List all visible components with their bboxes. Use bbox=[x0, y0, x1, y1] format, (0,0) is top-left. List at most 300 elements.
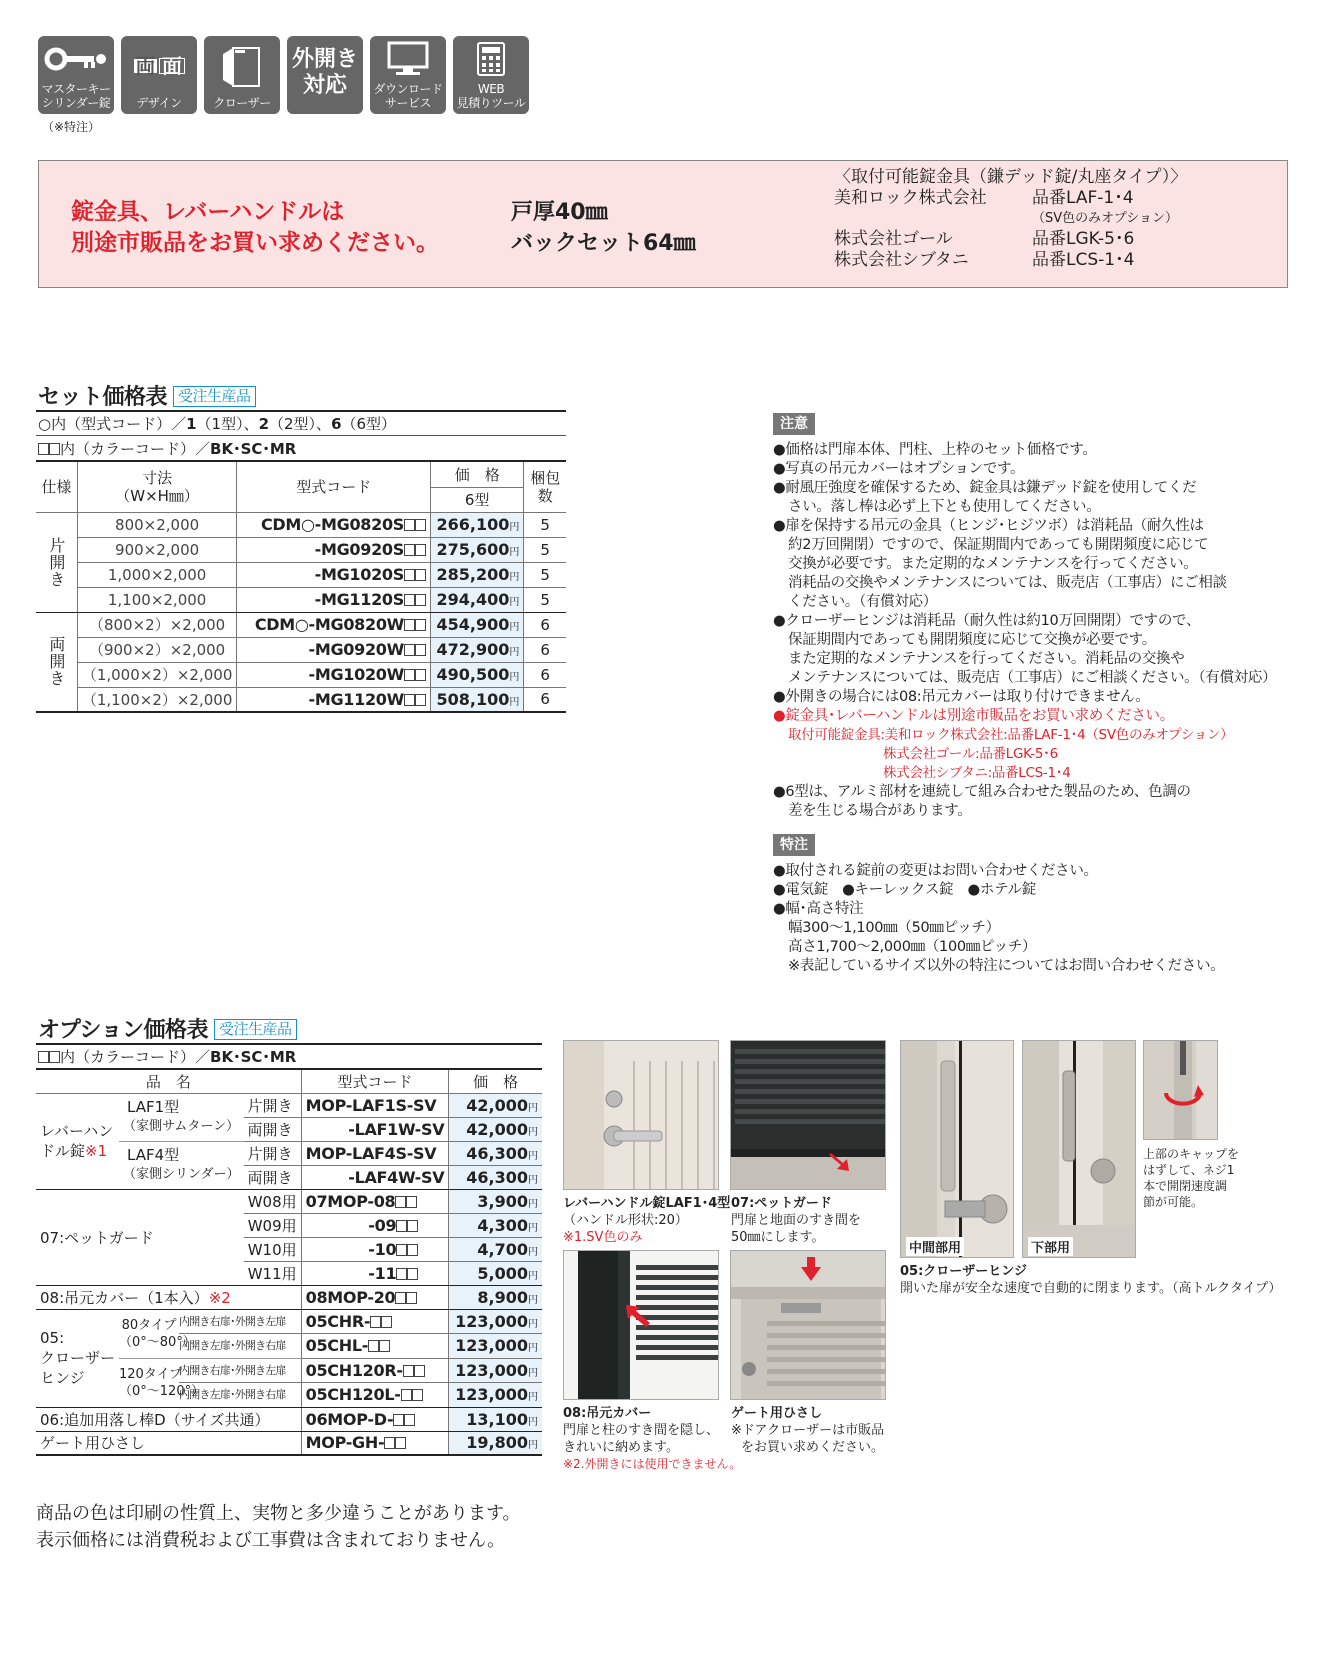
type-code-line bbox=[38, 413, 396, 434]
company: 美和ロック株式会社 bbox=[834, 188, 987, 208]
special-order-tag: 特注 bbox=[773, 834, 815, 856]
pack-cell: 6 bbox=[524, 662, 566, 687]
code-cell bbox=[237, 587, 431, 612]
text: レバーハンドル錠LAF1･4型 bbox=[563, 1196, 731, 1211]
price-cell bbox=[449, 1358, 542, 1383]
text: 両開き bbox=[46, 636, 66, 688]
text: -MG1020S bbox=[314, 565, 404, 584]
header-pack bbox=[524, 462, 566, 512]
table-header bbox=[36, 1069, 542, 1093]
price-cell bbox=[449, 1261, 542, 1285]
backset: バックセット64㎜ bbox=[511, 231, 696, 256]
text: CDM○-MG0820S bbox=[260, 515, 404, 534]
lock-notice-line: 別途市販品をお買い求めください。 bbox=[71, 230, 439, 256]
text: 3,900 bbox=[477, 1191, 528, 1211]
pet-guard-photo bbox=[730, 1040, 886, 1190]
pet-group: 07:ペットガード bbox=[36, 1189, 244, 1285]
note-line: ●写真の吊元カバーはオプションです。 bbox=[773, 461, 1025, 477]
text: （6型） bbox=[341, 415, 397, 433]
option-price-title-text: オプション価格表 bbox=[38, 1018, 209, 1043]
text: 08:吊元カバー（1本入） bbox=[40, 1288, 209, 1307]
text: 07:ペットガード bbox=[731, 1196, 832, 1211]
text: 508,100 bbox=[436, 689, 510, 709]
text: 円 bbox=[528, 1318, 538, 1330]
table-row bbox=[36, 1189, 542, 1213]
text: きれいに納めます。 bbox=[563, 1440, 679, 1455]
size-cell: 800×2,000 bbox=[77, 512, 237, 537]
text: 門扉と柱のすき間を隠し、 bbox=[563, 1423, 720, 1438]
note-line: 株式会社シブタニ:品番LCS-1･4 bbox=[883, 765, 1071, 781]
icon-note: （※特注） bbox=[42, 120, 101, 134]
text: 円 bbox=[528, 1270, 538, 1282]
gate-canopy-caption bbox=[731, 1405, 884, 1456]
company: 株式会社シブタニ bbox=[834, 250, 969, 270]
price-cell bbox=[431, 662, 524, 687]
option-price-title bbox=[38, 1013, 297, 1044]
price-cell bbox=[449, 1117, 542, 1141]
code-cell bbox=[301, 1285, 449, 1309]
text: 5,000 bbox=[477, 1263, 528, 1283]
text: -MG1120W bbox=[308, 689, 404, 709]
text: 490,500 bbox=[436, 665, 510, 684]
text: -MG0920W bbox=[308, 640, 404, 659]
text: 42,000 bbox=[466, 1119, 528, 1139]
option-price-table bbox=[36, 1068, 542, 1456]
pack-cell: 5 bbox=[524, 512, 566, 537]
code-cell bbox=[237, 687, 431, 712]
text: 46,300 bbox=[466, 1143, 528, 1163]
price-cell bbox=[431, 637, 524, 662]
compatible-lock-row bbox=[834, 250, 1187, 271]
text: 454,900 bbox=[436, 615, 510, 634]
code-cell bbox=[301, 1261, 449, 1285]
size-cell: W10用 bbox=[244, 1237, 302, 1261]
table-row bbox=[36, 637, 566, 662]
text: 円 bbox=[528, 1174, 538, 1186]
lock-notice-banner bbox=[38, 160, 1288, 288]
note-line: ●電気錠 ●キーレックス錠 ●ホテル錠 bbox=[773, 882, 1036, 898]
text: 円 bbox=[528, 1294, 538, 1306]
closer-80 bbox=[119, 1309, 301, 1358]
note-line: ●耐風圧強度を確保するため、錠金具は鎌デッド錠を使用してくだ bbox=[773, 480, 1197, 496]
laf1-name bbox=[119, 1093, 243, 1141]
code-cell: MOP-LAF1S-SV bbox=[301, 1093, 449, 1117]
text: をお買い求めください。 bbox=[741, 1440, 885, 1455]
header-spec: 仕様 bbox=[36, 462, 77, 512]
text: ※ドアクローザーは市販品 bbox=[731, 1423, 885, 1438]
text: 46,300 bbox=[466, 1167, 528, 1187]
icon-glyph: 両 bbox=[135, 54, 155, 78]
note-line: 高さ1,700～2,000㎜（100㎜ピッチ） bbox=[788, 939, 1037, 955]
price-cell bbox=[449, 1309, 542, 1334]
text: 123,000 bbox=[455, 1336, 528, 1356]
note-line: ください。（有償対応） bbox=[788, 594, 937, 610]
price-cell bbox=[431, 612, 524, 637]
closer-120-label bbox=[119, 1366, 205, 1400]
table-row bbox=[36, 612, 566, 637]
note-line: 取付可能錠金具:美和ロック株式会社:品番LAF-1･4（SV色のみオプション） bbox=[788, 727, 1234, 743]
text: 円 bbox=[528, 1222, 538, 1234]
size-cell: W09用 bbox=[244, 1213, 302, 1237]
text: クローザー bbox=[40, 1349, 116, 1367]
gate-canopy-photo bbox=[730, 1250, 886, 1400]
canopy-name: ゲート用ひさし bbox=[36, 1431, 301, 1455]
set-price-table bbox=[36, 462, 566, 713]
closer-hinge-mid-photo bbox=[900, 1040, 1014, 1258]
price-cell bbox=[431, 587, 524, 612]
code-cell: MOP-LAF4S-SV bbox=[301, 1141, 449, 1165]
text: 円 bbox=[528, 1150, 538, 1162]
text: 片開き bbox=[46, 536, 66, 588]
price-cell bbox=[449, 1093, 542, 1117]
size-cell: 1,100×2,000 bbox=[77, 587, 237, 612]
text: 123,000 bbox=[455, 1360, 528, 1380]
text: 寸法 bbox=[142, 468, 173, 487]
text: 円 bbox=[528, 1416, 538, 1428]
table-row bbox=[36, 1285, 542, 1309]
monitor-icon bbox=[370, 36, 446, 114]
icon-label: 外開き bbox=[291, 47, 358, 72]
icon-label: サービス bbox=[384, 96, 431, 110]
price-cell bbox=[431, 687, 524, 712]
model: 品番LAF-1･4 bbox=[1032, 188, 1134, 208]
text: BK･SC･MR bbox=[210, 440, 297, 458]
price-cell bbox=[449, 1237, 542, 1261]
size-cell: （900×2）×2,000 bbox=[77, 637, 237, 662]
feature-icons bbox=[38, 36, 529, 114]
text: 円 bbox=[528, 1367, 538, 1379]
note-line: ●クローザーヒンジは消耗品（耐久性は約10万回開閉）ですので、 bbox=[773, 613, 1201, 629]
note-line: ●価格は門扉本体、門柱、上枠のセット価格です。 bbox=[773, 442, 1097, 458]
code-cell bbox=[237, 537, 431, 562]
icon-label: クローザー bbox=[213, 96, 271, 110]
table-row bbox=[36, 1431, 542, 1455]
compatible-locks bbox=[834, 167, 1187, 271]
divider bbox=[36, 410, 566, 412]
sv-note: （SV色のみオプション） bbox=[1032, 211, 1178, 226]
text: 50㎜にします。 bbox=[731, 1230, 825, 1245]
rod-name: 06:追加用落し棒D（サイズ共通） bbox=[36, 1407, 301, 1431]
icon-label: マスターキー bbox=[41, 82, 111, 96]
text: ※2 bbox=[208, 1288, 231, 1307]
code-cell: -LAF1W-SV bbox=[301, 1117, 449, 1141]
text: -MG0920S bbox=[314, 540, 404, 559]
company: 株式会社ゴール bbox=[834, 229, 953, 249]
group-single bbox=[36, 512, 77, 612]
note-line: ●外開きの場合には08:吊元カバーは取り付けできません。 bbox=[773, 689, 1150, 705]
closer-group bbox=[36, 1309, 119, 1407]
text: 266,100 bbox=[436, 515, 510, 534]
text: 05:クローザーヒンジ bbox=[900, 1264, 1027, 1279]
closer-mid-label: 中間部用 bbox=[906, 1237, 964, 1256]
divider bbox=[36, 435, 566, 436]
note-line: ※表記しているサイズ以外の特注についてはお問い合わせください。 bbox=[788, 958, 1225, 974]
text: 円 bbox=[509, 622, 520, 633]
footer-disclaimer bbox=[36, 1500, 521, 1554]
size-cell: 1,000×2,000 bbox=[77, 562, 237, 587]
text: レバーハン bbox=[40, 1122, 114, 1140]
text: ※2.外開きには使用できません。 bbox=[563, 1457, 742, 1471]
text: 門扉と地面のすき間を bbox=[731, 1213, 862, 1228]
icon-label: ダウンロード bbox=[373, 82, 443, 96]
text: 本で開閉速度調 bbox=[1143, 1179, 1228, 1193]
text: 05CH120L- bbox=[305, 1385, 401, 1405]
text: 円 bbox=[509, 696, 520, 708]
code-cell bbox=[237, 612, 431, 637]
text: 内開き右扉･外開き左扉 bbox=[179, 1359, 301, 1383]
text: -11 bbox=[368, 1263, 397, 1283]
caution-tag: 注意 bbox=[773, 413, 815, 435]
door-spec bbox=[511, 197, 696, 259]
text: ※1 bbox=[85, 1142, 108, 1160]
closer-low-label: 下部用 bbox=[1028, 1237, 1073, 1256]
text: （家側サムターン） bbox=[123, 1119, 240, 1134]
text: 08MOP-20 bbox=[305, 1287, 396, 1307]
text: 13,100 bbox=[466, 1409, 528, 1429]
text: 円 bbox=[509, 647, 520, 658]
text: （0°～120°） bbox=[119, 1383, 205, 1399]
header-name: 品 名 bbox=[36, 1069, 301, 1093]
cover-name bbox=[36, 1285, 301, 1309]
table-row bbox=[36, 1093, 542, 1117]
footer-line: 商品の色は印刷の性質上、実物と多少違うことがあります。 bbox=[36, 1503, 521, 1524]
text: 05CHR- bbox=[305, 1311, 371, 1331]
text: 2 bbox=[258, 415, 270, 433]
size-cell: 900×2,000 bbox=[77, 537, 237, 562]
text: 4,700 bbox=[477, 1239, 528, 1259]
text: 数 bbox=[537, 486, 553, 505]
text: ドル錠 bbox=[40, 1142, 86, 1160]
text: 円 bbox=[509, 597, 520, 608]
code-cell: -LAF4W-SV bbox=[301, 1165, 449, 1189]
text: 内開き右扉･外開き左扉 bbox=[179, 1310, 301, 1334]
price-cell bbox=[449, 1165, 542, 1189]
icon-glyph: 面 bbox=[159, 58, 185, 74]
text: （0°～80°） bbox=[119, 1334, 196, 1350]
text: 開いた扉が安全な速度で自動的に閉まります。（高トルクタイプ） bbox=[900, 1281, 1282, 1296]
calculator-icon bbox=[453, 36, 529, 114]
text: 内開き左扉･外開き右扉 bbox=[179, 1338, 286, 1352]
pack-cell: 5 bbox=[524, 587, 566, 612]
text: 内（カラーコード）／ bbox=[60, 1048, 211, 1066]
hinge-cover-photo bbox=[563, 1250, 719, 1400]
table-header bbox=[36, 462, 566, 487]
code-cell bbox=[237, 562, 431, 587]
code-cell bbox=[301, 1237, 449, 1261]
icon-label: WEB bbox=[477, 82, 505, 96]
text: 円 bbox=[509, 522, 520, 533]
text: 節が可能。 bbox=[1143, 1195, 1204, 1209]
table-row bbox=[36, 1309, 542, 1334]
closer-hinge-caption bbox=[900, 1263, 1281, 1297]
special-order-notes bbox=[773, 862, 1224, 976]
text: ヒンジ bbox=[40, 1369, 85, 1387]
header-price: 価 格 bbox=[431, 462, 524, 487]
text: CDM○-MG0820W bbox=[254, 615, 404, 634]
compatible-lock-row bbox=[834, 188, 1187, 209]
header-size bbox=[77, 462, 237, 512]
price-cell bbox=[449, 1334, 542, 1359]
text: 05: bbox=[40, 1329, 65, 1347]
pack-cell: 6 bbox=[524, 687, 566, 712]
icon-label: シリンダー錠 bbox=[41, 96, 111, 110]
code-cell bbox=[301, 1309, 449, 1334]
text: ※1.SV色のみ bbox=[563, 1230, 643, 1245]
swing-cell: 片開き bbox=[244, 1093, 302, 1117]
text: （2型）、 bbox=[269, 415, 332, 433]
icon-label: デザイン bbox=[136, 96, 182, 110]
header-code: 型式コード bbox=[237, 462, 431, 512]
text: 80タイプ bbox=[121, 1317, 177, 1333]
text: -MG1020W bbox=[308, 665, 404, 684]
text: -09 bbox=[368, 1215, 397, 1235]
closer-cap-photo bbox=[1143, 1040, 1218, 1140]
closer-hinge-low-photo bbox=[1022, 1040, 1136, 1258]
set-price-title bbox=[38, 380, 256, 411]
price-cell bbox=[431, 562, 524, 587]
hinge-cover-caption bbox=[563, 1405, 741, 1473]
text: 円 bbox=[528, 1198, 538, 1210]
text: 4,300 bbox=[477, 1215, 528, 1235]
text: 275,600 bbox=[436, 540, 510, 559]
swing-cell: 片開き bbox=[244, 1141, 302, 1165]
divider bbox=[36, 1043, 542, 1045]
table-row bbox=[36, 687, 566, 712]
note-line: 差を生じる場合があります。 bbox=[788, 803, 972, 819]
text: はずして、ネジ1 bbox=[1143, 1163, 1235, 1177]
text: BK･SC･MR bbox=[210, 1048, 297, 1066]
code-cell bbox=[301, 1334, 449, 1359]
note-line: 保証期間内であっても開閉頻度に応じて交換が必要です。 bbox=[788, 632, 1156, 648]
icon-label: 対応 bbox=[302, 73, 347, 98]
compatible-lock-row bbox=[834, 229, 1187, 250]
header-price: 価 格 bbox=[449, 1069, 542, 1093]
text: （W×H㎜） bbox=[115, 486, 199, 505]
text: 梱包 bbox=[530, 468, 561, 487]
price-cell bbox=[449, 1189, 542, 1213]
lever-group bbox=[36, 1093, 119, 1189]
size-cell: （1,100×2）×2,000 bbox=[77, 687, 237, 712]
size-cell: W11用 bbox=[244, 1261, 302, 1285]
icon-label: 見積りツール bbox=[456, 96, 526, 110]
note-line: 約2万回開閉）ですので、保証期間内であっても開閉頻度に応じて bbox=[788, 537, 1209, 553]
pet-guard-caption bbox=[731, 1195, 861, 1246]
color-code-line bbox=[38, 438, 296, 459]
made-to-order-badge: 受注生産品 bbox=[214, 1019, 297, 1040]
text: 123,000 bbox=[455, 1385, 528, 1405]
group-double bbox=[36, 612, 77, 712]
caution-notes bbox=[773, 441, 1276, 821]
text: 294,400 bbox=[436, 590, 510, 609]
code-cell bbox=[301, 1407, 449, 1431]
text: 07MOP-08 bbox=[305, 1191, 396, 1211]
note-line: ●6型は、アルミ部材を連続して組み合わせた製品のため、色調の bbox=[773, 784, 1191, 800]
master-key-icon bbox=[38, 36, 114, 114]
color-code-line bbox=[38, 1046, 296, 1067]
text: MOP-GH- bbox=[305, 1433, 385, 1453]
text: 円 bbox=[509, 672, 520, 683]
text: 123,000 bbox=[455, 1311, 528, 1331]
price-cell bbox=[431, 537, 524, 562]
text: 472,900 bbox=[436, 640, 510, 659]
text: 120タイプ bbox=[119, 1366, 183, 1382]
price-cell bbox=[449, 1407, 542, 1431]
lever-handle-caption bbox=[563, 1195, 730, 1246]
set-price-title-text: セット価格表 bbox=[38, 385, 168, 410]
note-line: ●錠金具･レバーハンドルは別途市販品をお買い求めください。 bbox=[773, 708, 1174, 724]
text: 円 bbox=[509, 572, 520, 583]
price-cell bbox=[449, 1141, 542, 1165]
text: 上部のキャップを bbox=[1143, 1147, 1240, 1161]
text: ○内（型式コード）／ bbox=[38, 415, 187, 433]
model: 品番LGK-5･6 bbox=[1032, 229, 1135, 249]
text: 6 bbox=[331, 415, 342, 433]
made-to-order-badge: 受注生産品 bbox=[173, 386, 256, 407]
outward-open-icon bbox=[287, 36, 363, 114]
note-line: 交換が必要です。また定期的なメンテナンスを行ってください。 bbox=[788, 556, 1198, 572]
header-code: 型式コード bbox=[301, 1069, 449, 1093]
price-cell bbox=[449, 1431, 542, 1455]
pack-cell: 6 bbox=[524, 612, 566, 637]
text: 内（カラーコード）／ bbox=[60, 440, 211, 458]
compatible-locks-title: 〈取付可能錠金具（鎌デッド錠/丸座タイプ）〉 bbox=[834, 167, 1188, 187]
note-line: 株式会社ゴール:品番LGK-5･6 bbox=[883, 746, 1058, 762]
closer-adjust-note bbox=[1143, 1146, 1239, 1210]
text: 内開き左扉･外開き右扉 bbox=[179, 1387, 286, 1401]
code-cell bbox=[301, 1383, 449, 1408]
text: 円 bbox=[509, 547, 520, 558]
text: 05CH120R- bbox=[305, 1360, 403, 1380]
lever-handle-photo bbox=[563, 1040, 719, 1190]
swing-cell: 両開き bbox=[244, 1165, 302, 1189]
code-cell bbox=[301, 1189, 449, 1213]
code-cell bbox=[237, 512, 431, 537]
code-cell bbox=[301, 1213, 449, 1237]
table-row bbox=[36, 512, 566, 537]
table-row bbox=[36, 1407, 542, 1431]
code-cell bbox=[301, 1358, 449, 1383]
header-price-sub: 6型 bbox=[431, 487, 524, 512]
size-cell: W08用 bbox=[244, 1189, 302, 1213]
text: （1型）、 bbox=[196, 415, 259, 433]
price-cell bbox=[431, 512, 524, 537]
code-cell bbox=[237, 662, 431, 687]
code-cell bbox=[237, 637, 431, 662]
text: 19,800 bbox=[466, 1433, 528, 1453]
closer-dirs bbox=[179, 1359, 301, 1407]
text: 05CHL- bbox=[305, 1336, 369, 1356]
table-row bbox=[36, 562, 566, 587]
table-row bbox=[36, 662, 566, 687]
code-cell bbox=[301, 1431, 449, 1455]
closer-120 bbox=[119, 1358, 301, 1407]
closer-dirs bbox=[179, 1310, 301, 1358]
text: -MG1120S bbox=[314, 590, 404, 609]
lock-notice-text bbox=[71, 197, 439, 259]
note-line: ●取付される錠前の変更はお問い合わせください。 bbox=[773, 863, 1098, 879]
swing-cell: 両開き bbox=[244, 1117, 302, 1141]
price-cell bbox=[449, 1383, 542, 1408]
note-line: メンテナンスについては、販売店（工事店）にご相談ください。（有償対応） bbox=[788, 670, 1277, 686]
note-line: ●幅･高さ特注 bbox=[773, 901, 864, 917]
text: 円 bbox=[528, 1246, 538, 1258]
lock-notice-line: 錠金具、レバーハンドルは bbox=[71, 199, 345, 225]
closer-80-label bbox=[119, 1317, 196, 1351]
price-cell bbox=[449, 1213, 542, 1237]
text: （家側シリンダー） bbox=[123, 1167, 240, 1182]
text: 06MOP-D- bbox=[305, 1409, 394, 1429]
note-line: また定期的なメンテナンスを行ってください。消耗品の交換や bbox=[788, 651, 1185, 667]
